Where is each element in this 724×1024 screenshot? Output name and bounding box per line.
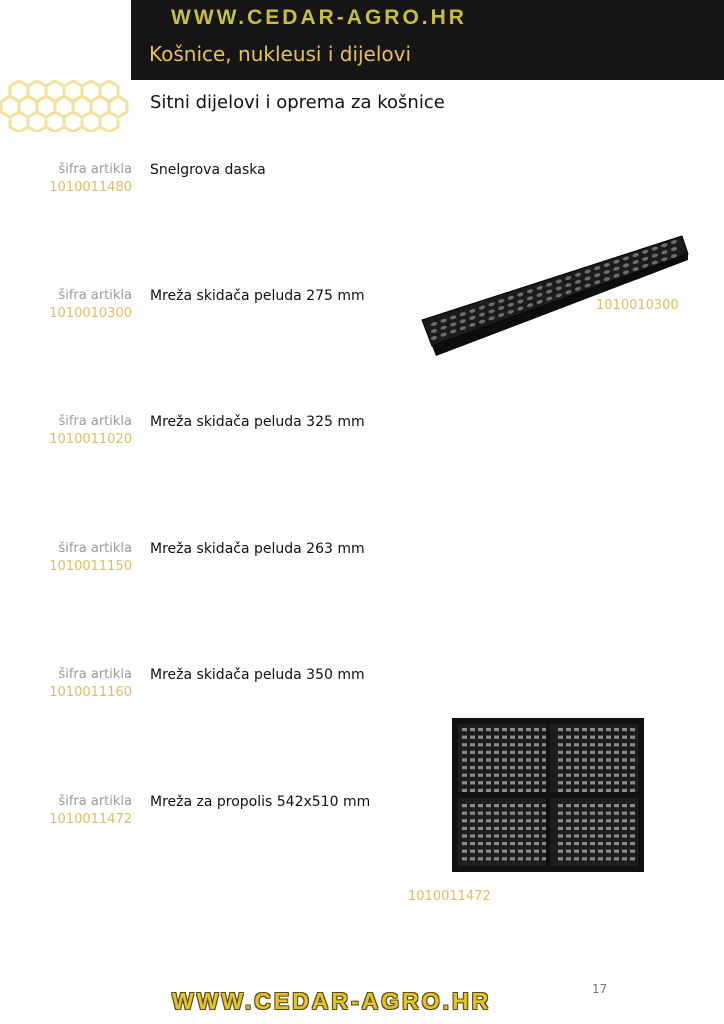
propolis-net-image	[452, 718, 644, 872]
item-name: Mreža za propolis 542x510 mm	[150, 794, 371, 810]
article-code: 1010010300	[49, 306, 132, 321]
item-name: Mreža skidača peluda 263 mm	[150, 541, 365, 557]
list-item	[0, 541, 724, 581]
sifra-label: šifra artikla	[58, 541, 132, 556]
list-item	[0, 667, 724, 707]
sifra-label: šifra artikla	[58, 288, 132, 303]
article-code: 1010011150	[49, 559, 132, 574]
honeycomb-decoration-icon	[0, 80, 131, 132]
pollen-trap-image	[420, 228, 690, 360]
article-code: 1010011472	[49, 812, 132, 827]
article-code: 1010011160	[49, 685, 132, 700]
item-name: Snelgrova daska	[150, 162, 266, 178]
image-caption-propolis-net: 1010011472	[408, 889, 491, 904]
sifra-label: šifra artikla	[58, 414, 132, 429]
item-name: Mreža skidača peluda 325 mm	[150, 414, 365, 430]
list-item	[0, 414, 724, 454]
item-name: Mreža skidača peluda 350 mm	[150, 667, 365, 683]
article-code: 1010011020	[49, 432, 132, 447]
article-code: 1010011480	[49, 180, 132, 195]
category-title: Košnice, nukleusi i dijelovi	[149, 42, 412, 66]
sifra-label: šifra artikla	[58, 667, 132, 682]
image-caption-pollen-trap: 1010010300	[596, 298, 679, 313]
footer-site-url: WWW.CEDAR-AGRO.HR	[172, 988, 492, 1014]
header-bar	[131, 0, 724, 80]
header-site-url: WWW.CEDAR-AGRO.HR	[171, 6, 467, 29]
section-title: Sitni dijelovi i oprema za košnice	[150, 92, 445, 113]
item-name: Mreža skidača peluda 275 mm	[150, 288, 365, 304]
sifra-label: šifra artikla	[58, 162, 132, 177]
page-number: 17	[592, 982, 608, 996]
sifra-label: šifra artikla	[58, 794, 132, 809]
list-item	[0, 162, 724, 202]
